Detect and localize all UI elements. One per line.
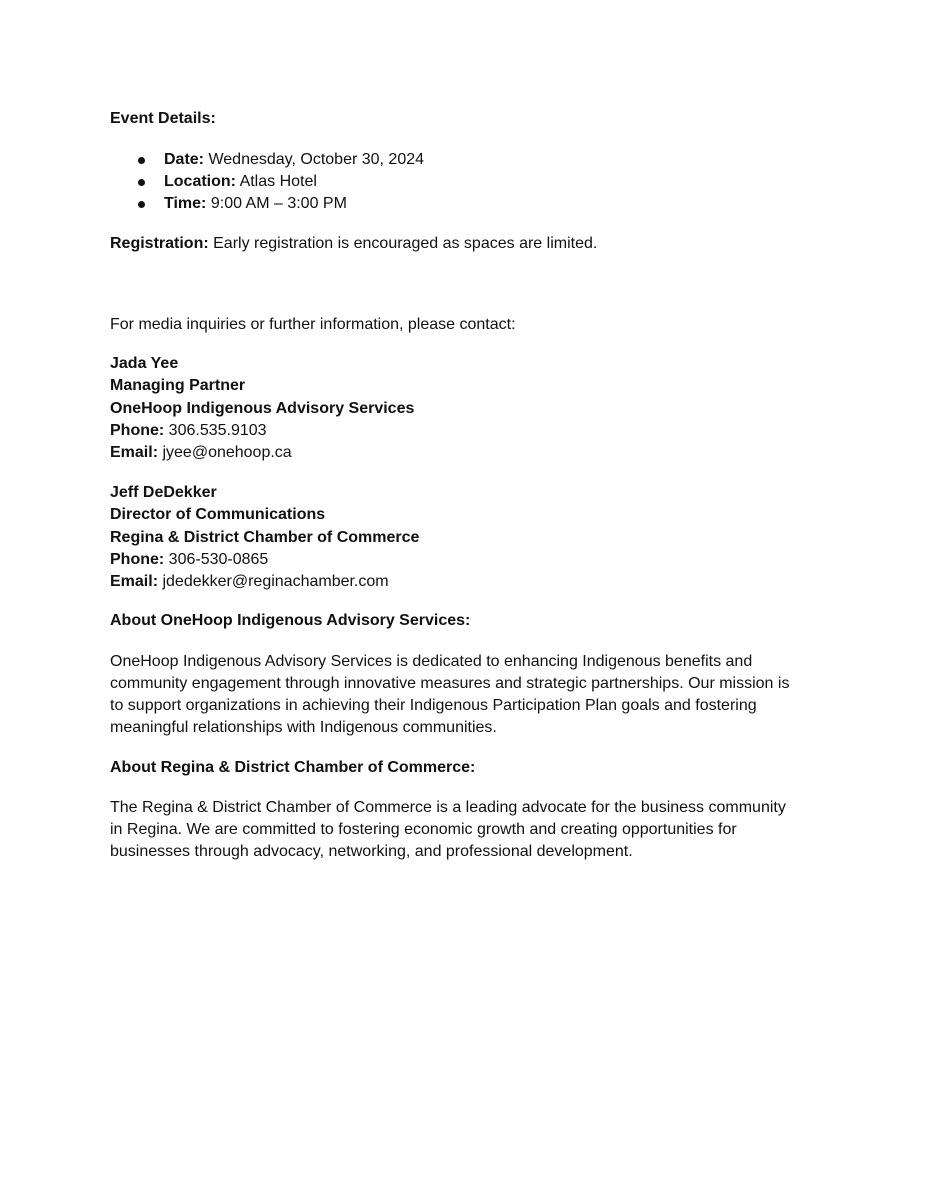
paragraph-line: businesses through advocacy, networking, and professional development.	[110, 843, 633, 860]
event-details-heading: Event Details:	[110, 110, 216, 127]
bullet-icon	[138, 179, 145, 186]
registration-note	[110, 233, 840, 255]
about-chamber-paragraph	[110, 797, 840, 863]
paragraph-line: community engagement through innovative measures and strategic partnerships. Our mission is	[110, 675, 790, 692]
phone-label: Phone:	[110, 550, 165, 568]
location-value: Atlas Hotel	[239, 173, 317, 190]
contact-name: Jeff DeDekker	[110, 484, 217, 501]
paragraph-line: to support organizations in achieving their Indigenous Participation Plan goals and fostering	[110, 697, 757, 714]
event-details-list	[110, 149, 810, 215]
list-item-date	[110, 149, 810, 171]
bullet-icon	[138, 157, 145, 164]
email-label: Email:	[110, 444, 159, 462]
phone-value: 306-530-0865	[168, 550, 269, 568]
paragraph-line: in Regina. We are committed to fostering economic growth and creating opportunities for	[110, 821, 737, 838]
phone-value: 306.535.9103	[168, 421, 267, 439]
registration-label: Registration:	[110, 235, 209, 252]
registration-text: Early registration is encouraged as spaces are limited.	[213, 235, 598, 252]
contact-organization: OneHoop Indigenous Advisory Services	[110, 399, 415, 417]
contact-title: Director of Communications	[110, 506, 326, 524]
contact-email-line	[110, 442, 840, 464]
paragraph-line: OneHoop Indigenous Advisory Services is dedicated to enhancing Indigenous benefits and	[110, 653, 753, 670]
about-chamber-heading: About Regina & District Chamber of Commerce:	[110, 759, 476, 776]
paragraph-line: meaningful relationships with Indigenous communities.	[110, 719, 497, 736]
media-contact-intro: For media inquiries or further information, please contact:	[110, 316, 516, 333]
contact-phone-line	[110, 549, 840, 571]
contact-name: Jada Yee	[110, 355, 179, 372]
time-value: 9:00 AM – 3:00 PM	[210, 195, 347, 212]
phone-label: Phone:	[110, 421, 165, 439]
date-label: Date:	[164, 151, 205, 168]
paragraph-line: The Regina & District Chamber of Commerce is a leading advocate for the business community	[110, 799, 786, 816]
about-onehoop-heading: About OneHoop Indigenous Advisory Services:	[110, 612, 471, 629]
about-onehoop-paragraph	[110, 651, 840, 739]
contact-email-line	[110, 571, 840, 593]
list-item-location	[110, 171, 810, 193]
time-label: Time:	[164, 195, 207, 212]
contact-phone-line	[110, 420, 840, 442]
contact-organization: Regina & District Chamber of Commerce	[110, 528, 420, 546]
location-label: Location:	[164, 173, 236, 190]
bullet-icon	[138, 201, 145, 208]
contact-card-jeff-dedekker	[110, 482, 840, 593]
email-value: jdedekker@reginachamber.com	[162, 573, 389, 591]
email-value: jyee@onehoop.ca	[162, 444, 292, 462]
list-item-time	[110, 193, 810, 215]
contact-card-jada-yee	[110, 353, 840, 464]
contact-title: Managing Partner	[110, 377, 246, 395]
date-value: Wednesday, October 30, 2024	[208, 151, 425, 168]
email-label: Email:	[110, 573, 159, 591]
